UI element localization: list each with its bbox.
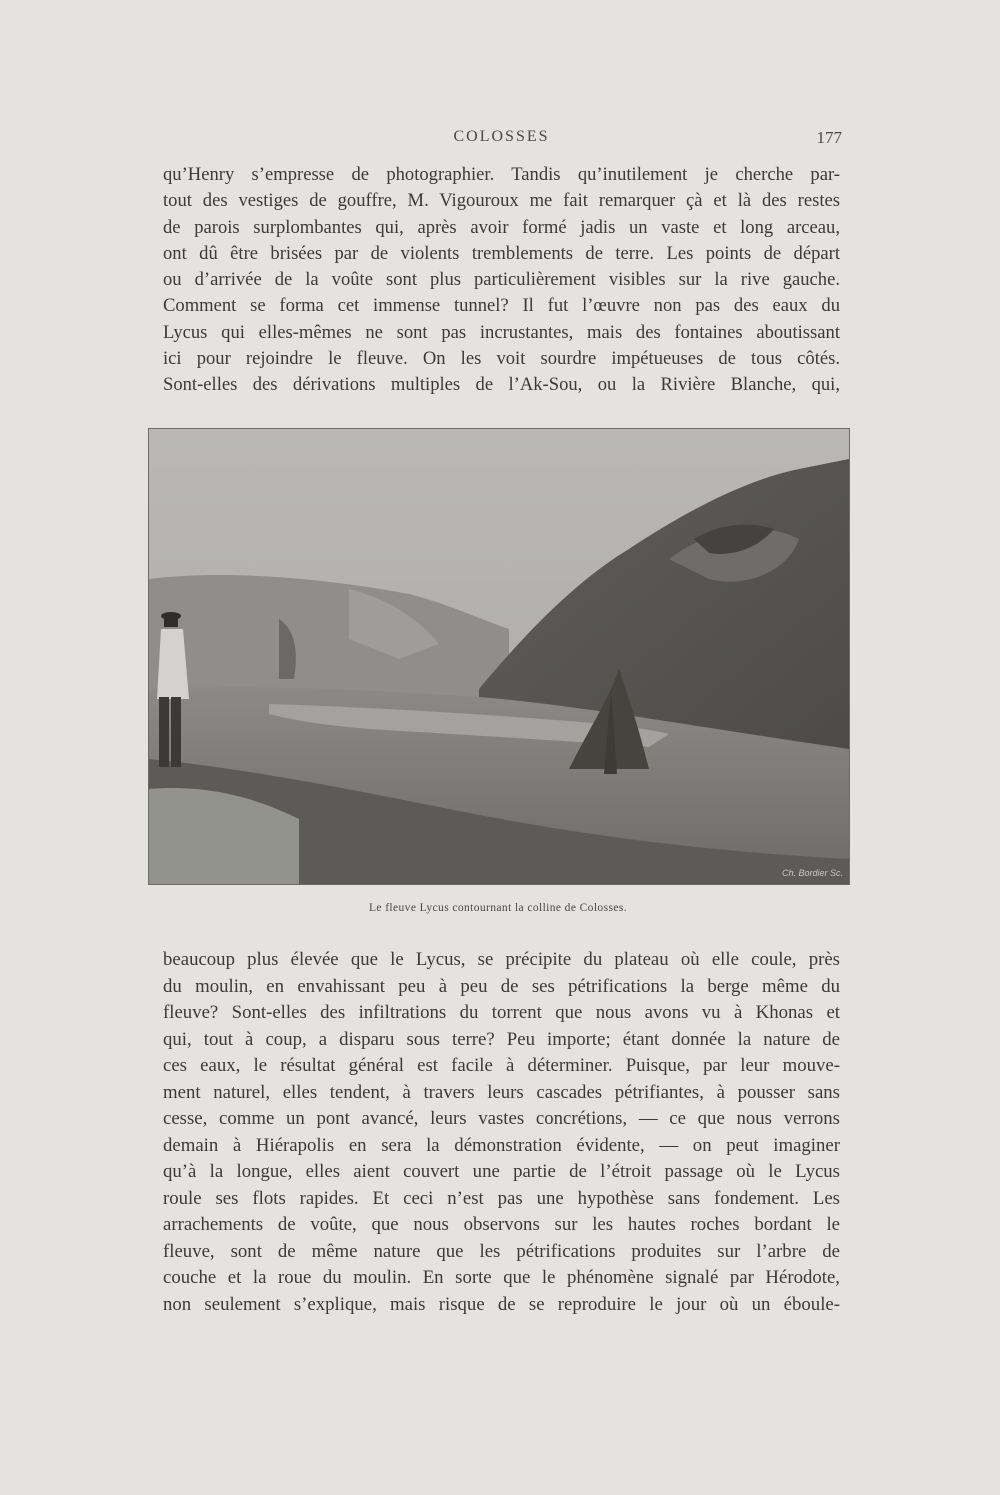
text-line: ou d’arrivée de la voûte sont plus particulièrement visibles sur la rive gauche. — [163, 269, 840, 291]
text-line: de parois surplombantes qui, après avoir formé jadis un vaste et long arceau, — [163, 216, 840, 238]
photograph-river-lycus — [148, 428, 850, 885]
page-number: 177 — [816, 128, 842, 147]
text-line: Sont-elles des dérivations multiples de l’Ak-Sou, ou la Rivière Blanche, qui, — [163, 374, 840, 396]
text-line: fleuve? Sont-elles des infiltrations du torrent que nous avons vu à Khonas et — [163, 1002, 840, 1023]
running-head-title: COLOSSES — [453, 128, 550, 145]
text-block-bottom — [163, 947, 840, 1318]
text-line: couche et la roue du moulin. En sorte que le phénomène signalé par Hérodote, — [163, 1267, 840, 1288]
text-line: qu’Henry s’empresse de photographier. Tandis qu’inutilement je cherche par- — [163, 164, 840, 185]
text-line: beaucoup plus élevée que le Lycus, se précipite du plateau où elle coule, près — [163, 949, 840, 970]
text-line: ment naturel, elles tendent, à travers leurs cascades pétrifiantes, à pousser sans — [163, 1081, 840, 1103]
text-line: non seulement s’explique, mais risque de se reproduire le jour où un éboule- — [163, 1293, 840, 1315]
running-head — [163, 128, 840, 152]
text-line: arrachements de voûte, que nous observons sur les hautes roches bordant le — [163, 1214, 840, 1235]
text-line: ont dû être brisées par de violents tremblements de terre. Les points de départ — [163, 242, 840, 264]
text-line: ces eaux, le résultat général est facile à déterminer. Puisque, par leur mouve- — [163, 1055, 840, 1076]
text-line: Comment se forma cet immense tunnel? Il fut l’œuvre non pas des eaux du — [163, 295, 840, 317]
text-line: ici pour rejoindre le fleuve. On les voit sourdre impétueuses de tous côtés. — [163, 348, 840, 370]
text-line: demain à Hiérapolis en sera la démonstration évidente, — on peut imaginer — [163, 1134, 840, 1156]
text-line: qu’à la longue, elles aient couvert une partie de l’étroit passage où le Lycus — [163, 1161, 840, 1182]
text-line: qui, tout à coup, a disparu sous terre? Peu importe; étant donnée la nature de — [163, 1028, 840, 1050]
landscape-photo-illustration — [149, 429, 849, 884]
text-line: cesse, comme un pont avancé, leurs vastes concrétions, — ce que nous verrons — [163, 1108, 840, 1129]
figure-caption: Le fleuve Lycus contournant la colline de Colosses. — [368, 902, 627, 914]
text-line: du moulin, en envahissant peu à peu de ses pétrifications la berge même du — [163, 975, 840, 997]
text-line: fleuve, sont de même nature que les pétrifications produites sur l’arbre de — [163, 1240, 840, 1262]
text-line: tout des vestiges de gouffre, M. Vigouroux me fait remarquer çà et là des restes — [163, 190, 840, 212]
text-line: roule ses flots rapides. Et ceci n’est pas une hypothèse sans fondement. Les — [163, 1187, 840, 1209]
text-block-top — [163, 162, 840, 399]
text-line: Lycus qui elles-mêmes ne sont pas incrustantes, mais des fontaines aboutissant — [163, 321, 840, 343]
engraver-signature: Ch. Bordier Sc. — [781, 868, 843, 878]
